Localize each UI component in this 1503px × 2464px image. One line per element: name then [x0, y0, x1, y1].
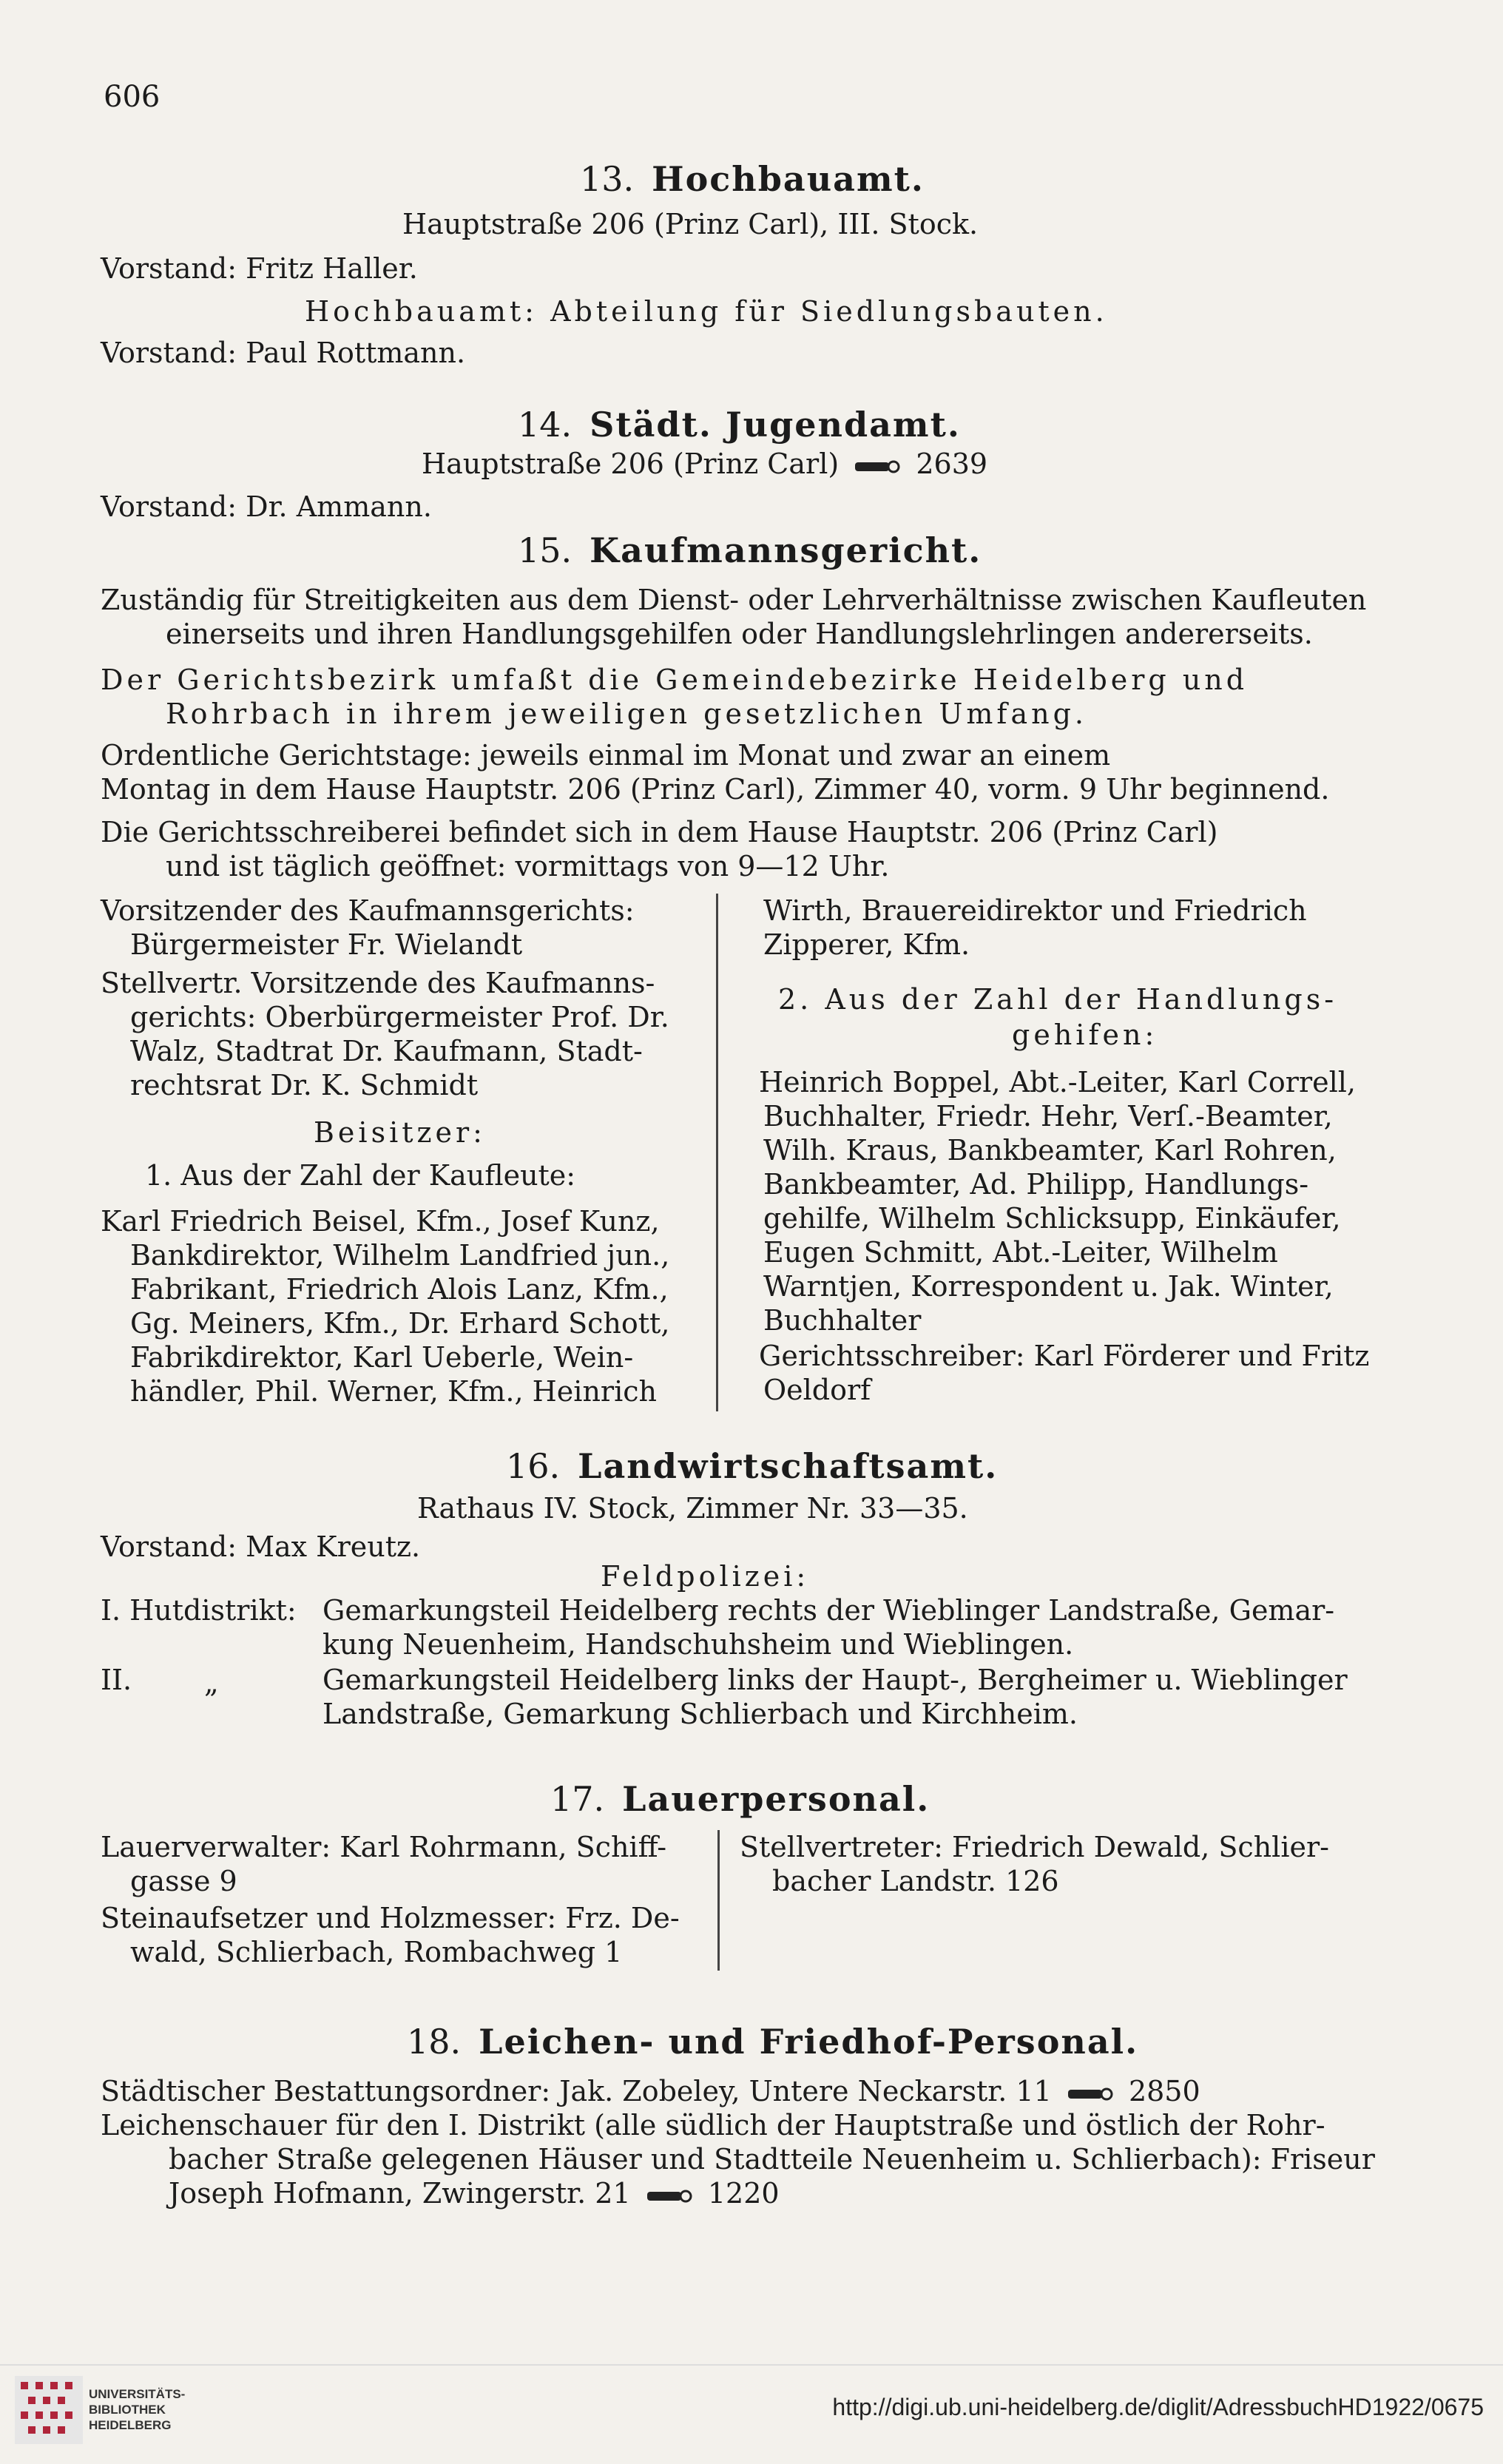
- section-16-title: Landwirtschaftsamt.: [578, 1446, 999, 1486]
- library-name-line: HEIDELBERG: [89, 2418, 172, 2432]
- section-13-number: 13.: [580, 159, 635, 199]
- section-15-paragraph-1-line-2: einerseits und ihren Handlungsgehilfen oder Handlungslehrlingen andererseits.: [166, 618, 1313, 650]
- section-15-right-line: Zipperer, Kfm.: [763, 928, 970, 961]
- section-18-phone-2: 1220: [707, 2177, 780, 2210]
- section-15-paragraph-2-line-1: Der Gerichtsbezirk umfaßt die Gemeindebezirke Heidelberg und: [101, 664, 1249, 696]
- section-16-i-label: I. Hutdistrikt:: [101, 1594, 297, 1627]
- section-16-address: Rathaus IV. Stock, Zimmer Nr. 33—35.: [417, 1492, 968, 1525]
- section-13-subdivision: Hochbauamt: Abteilung für Siedlungsbauten.: [305, 295, 1108, 328]
- section-17-left-line: wald, Schlierbach, Rombachweg 1: [130, 1936, 623, 1968]
- section-16-number: 16.: [506, 1446, 561, 1486]
- section-15-right-line: Wirth, Brauereidirektor und Friedrich: [763, 894, 1307, 927]
- section-18-line-1: [101, 2074, 1200, 2108]
- section-17-left-line: gasse 9: [130, 1865, 237, 1897]
- section-16-ii-line-1: Gemarkungsteil Heidelberg links der Haupt-, Bergheimer u. Wieblinger: [322, 1664, 1348, 1696]
- section-13-title: Hochbauamt.: [652, 159, 925, 199]
- section-15-right-line: Wilh. Kraus, Bankbeamter, Karl Rohren,: [763, 1134, 1337, 1167]
- section-15-left-line: Beisitzer:: [314, 1116, 486, 1149]
- section-17-left-line: Lauerverwalter: Karl Rohrmann, Schiff-: [101, 1831, 667, 1863]
- library-name-line: UNIVERSITÄTS-: [89, 2387, 186, 2401]
- section-16-i-line-2: kung Neuenheim, Handschuhsheim und Wieblingen.: [322, 1628, 1074, 1661]
- library-name: [89, 2386, 185, 2433]
- telephone-icon: [646, 2187, 693, 2205]
- section-15-heading: [518, 530, 982, 571]
- section-17-title: Lauerpersonal.: [622, 1779, 930, 1819]
- section-18-line-3: bacher Straße gelegenen Häuser und Stadtteile Neuenheim u. Schlierbach): Friseur: [169, 2143, 1375, 2176]
- section-14-title: Städt. Jugendamt.: [590, 405, 961, 445]
- section-15-right-line: Eugen Schmitt, Abt.-Leiter, Wilhelm: [763, 1236, 1278, 1269]
- section-15-left-line: Bürgermeister Fr. Wielandt: [130, 928, 523, 961]
- section-15-left-line: rechtsrat Dr. K. Schmidt: [130, 1069, 479, 1101]
- section-15-right-line: gehilfe, Wilhelm Schlicksupp, Einkäufer,: [763, 1202, 1341, 1235]
- section-15-left-line: 1. Aus der Zahl der Kaufleute:: [145, 1159, 576, 1192]
- university-library-logo-icon: [13, 2374, 84, 2446]
- section-14-address: Hauptstraße 206 (Prinz Carl): [422, 448, 840, 480]
- section-18-bestattungsordner: Städtischer Bestattungsordner: Jak. Zobeley, Untere Neckarstr. 11: [101, 2075, 1052, 2107]
- section-16-heading: [506, 1445, 998, 1487]
- section-16-ii-ditto-mark: „: [204, 1667, 219, 1699]
- section-15-paragraph-4-line-1: Die Gerichtsschreiberei befindet sich in dem Hause Hauptstr. 206 (Prinz Carl): [101, 816, 1218, 848]
- page-number: 606: [104, 80, 161, 114]
- column-divider: [716, 894, 718, 1411]
- section-14-number: 14.: [518, 405, 573, 445]
- section-15-right-line: Oeldorf: [763, 1374, 871, 1406]
- section-18-line-2: Leichenschauer für den I. Distrikt (alle südlich der Hauptstraße und östlich der Rohr-: [101, 2109, 1325, 2141]
- section-13-heading: [580, 158, 925, 200]
- section-18-number: 18.: [407, 2022, 462, 2062]
- section-14-heading: [518, 404, 961, 445]
- section-13-vorstand: Vorstand: Fritz Haller.: [101, 252, 418, 285]
- section-15-right-line: Bankbeamter, Ad. Philipp, Handlungs-: [763, 1168, 1309, 1201]
- section-15-right-line: Buchhalter: [763, 1304, 922, 1337]
- section-15-right-line: 2. Aus der Zahl der Handlungs-: [778, 983, 1338, 1016]
- section-16-subheading: Feldpolizei:: [601, 1560, 810, 1593]
- section-15-title: Kaufmannsgericht.: [590, 530, 982, 570]
- section-15-paragraph-3-line-1: Ordentliche Gerichtstage: jeweils einmal im Monat und zwar an einem: [101, 739, 1111, 772]
- section-15-left-line: Bankdirektor, Wilhelm Landfried jun.,: [130, 1239, 670, 1272]
- section-17-heading: [550, 1778, 930, 1820]
- section-16-vorstand: Vorstand: Max Kreutz.: [101, 1530, 421, 1563]
- section-15-right-line: Heinrich Boppel, Abt.-Leiter, Karl Correll,: [759, 1066, 1356, 1098]
- section-15-left-line: Fabrikdirektor, Karl Ueberle, Wein-: [130, 1341, 634, 1374]
- section-18-heading: [407, 2021, 1138, 2062]
- section-15-number: 15.: [518, 530, 573, 570]
- telephone-icon: [854, 458, 901, 476]
- section-16-i-line-1: Gemarkungsteil Heidelberg rechts der Wieblinger Landstraße, Gemar-: [322, 1594, 1335, 1627]
- section-14-vorstand: Vorstand: Dr. Ammann.: [101, 490, 432, 523]
- section-15-left-line: händler, Phil. Werner, Kfm., Heinrich: [130, 1375, 657, 1408]
- section-15-left-line: Karl Friedrich Beisel, Kfm., Josef Kunz,: [101, 1205, 660, 1238]
- section-15-left-line: Stellvertr. Vorsitzende des Kaufmanns-: [101, 967, 655, 999]
- section-18-title: Leichen- und Friedhof-Personal.: [479, 2022, 1139, 2062]
- library-name-line: BIBLIOTHEK: [89, 2403, 166, 2417]
- section-15-right-line: gehifen:: [1012, 1019, 1158, 1051]
- section-17-number: 17.: [550, 1779, 605, 1819]
- section-15-paragraph-2-line-2: Rohrbach in ihrem jeweiligen gesetzlichen Umfang.: [166, 698, 1088, 730]
- section-14-address-line: [422, 447, 987, 481]
- section-15-right-line: Gerichtsschreiber: Karl Förderer und Fritz: [759, 1340, 1370, 1372]
- section-13-sub-vorstand: Vorstand: Paul Rottmann.: [101, 337, 466, 369]
- section-16-ii-label: II.: [101, 1664, 132, 1696]
- section-15-left-line: Gg. Meiners, Kfm., Dr. Erhard Schott,: [130, 1307, 670, 1340]
- section-15-paragraph-4-line-2: und ist täglich geöffnet: vormittags von 9—12 Uhr.: [166, 850, 890, 882]
- section-15-left-line: Fabrikant, Friedrich Alois Lanz, Kfm.,: [130, 1273, 669, 1306]
- column-divider: [717, 1830, 720, 1971]
- section-13-address: Hauptstraße 206 (Prinz Carl), III. Stock.: [402, 208, 979, 240]
- section-17-right-line: Stellvertreter: Friedrich Dewald, Schlier-: [740, 1831, 1329, 1863]
- section-14-phone: 2639: [916, 448, 988, 480]
- permalink-url[interactable]: http://digi.ub.uni-heidelberg.de/diglit/AdressbuchHD1922/0675: [832, 2394, 1484, 2420]
- section-17-left-line: Steinaufsetzer und Holzmesser: Frz. De-: [101, 1902, 680, 1934]
- section-15-left-line: gerichts: Oberbürgermeister Prof. Dr.: [130, 1001, 669, 1033]
- section-15-right-line: Warntjen, Korrespondent u. Jak. Winter,: [763, 1270, 1334, 1303]
- section-17-right-line: bacher Landstr. 126: [772, 1865, 1059, 1897]
- section-15-paragraph-3-line-2: Montag in dem Hause Hauptstr. 206 (Prinz Carl), Zimmer 40, vorm. 9 Uhr beginnend.: [101, 773, 1330, 806]
- section-15-left-line: Vorsitzender des Kaufmannsgerichts:: [101, 894, 635, 927]
- section-18-phone-1: 2850: [1128, 2075, 1200, 2107]
- section-18-line-4: [169, 2176, 780, 2210]
- section-15-paragraph-1-line-1: Zuständig für Streitigkeiten aus dem Dienst- oder Lehrverhältnisse zwischen Kaufleuten: [101, 584, 1367, 616]
- section-15-left-line: Walz, Stadtrat Dr. Kaufmann, Stadt-: [130, 1035, 643, 1067]
- section-15-right-line: Buchhalter, Friedr. Hehr, Verſ.-Beamter,: [763, 1100, 1333, 1133]
- section-18-hofmann: Joseph Hofmann, Zwingerstr. 21: [169, 2177, 631, 2210]
- telephone-icon: [1067, 2085, 1114, 2103]
- section-16-ii-line-2: Landstraße, Gemarkung Schlierbach und Kirchheim.: [322, 1698, 1078, 1730]
